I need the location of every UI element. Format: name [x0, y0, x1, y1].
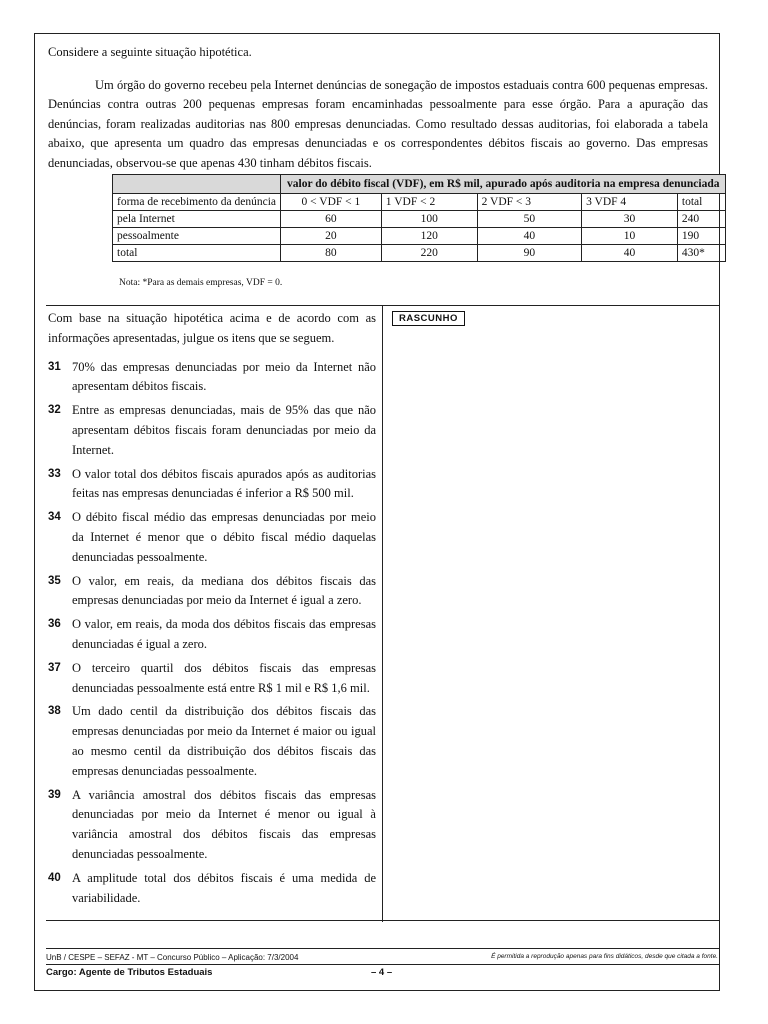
table-cell: 40 [477, 228, 582, 245]
question-text: Entre as empresas denunciadas, mais de 95% das que não apresentam débitos fiscais foram denunciadas por meio da Internet. [72, 403, 376, 457]
table-row [113, 211, 726, 228]
column-header: 3 VDF 4 [582, 194, 678, 211]
section-divider [46, 920, 720, 921]
question-text: O valor total dos débitos fiscais apurados após as auditorias feitas nas empresas denunciadas é inferior a R$ 500 mil. [72, 466, 376, 501]
row-label: total [113, 245, 281, 262]
table-cell: 20 [281, 228, 382, 245]
question-item [48, 786, 376, 865]
question-text: O terceiro quartil dos débitos fiscais das empresas denunciadas pessoalmente está entre R$ 1 mil e R$ 1,6 mil. [72, 660, 376, 695]
question-number: 38 [48, 705, 61, 718]
questions-column [48, 309, 376, 912]
table-row [113, 228, 726, 245]
row-label: pela Internet [113, 211, 281, 228]
page-frame [34, 33, 720, 991]
table-note: Nota: *Para as demais empresas, VDF = 0. [119, 278, 283, 288]
table-cell: 40 [582, 245, 678, 262]
table-cell: 100 [381, 211, 477, 228]
table-cell: 240 [677, 211, 726, 228]
question-text: Um dado centil da distribuição dos débitos fiscais das empresas denunciadas por meio da Internet é maior ou igual ao mesmo centil da distribuição dos débitos fiscais das empresas denunciadas pessoalmente. [72, 704, 376, 778]
table-column-row [113, 194, 726, 211]
questions-lead: Com base na situação hipotética acima e de acordo com as informações apresentadas, julgue os itens que se seguem. [48, 311, 376, 345]
question-item [48, 401, 376, 460]
question-number: 33 [48, 467, 61, 480]
question-text: 70% das empresas denunciadas por meio da Internet não apresentam débitos fiscais. [72, 359, 376, 394]
question-number: 36 [48, 618, 61, 631]
footer-rule [46, 964, 720, 965]
table-cell: 430* [677, 245, 726, 262]
question-text: A variância amostral dos débitos fiscais das empresas denunciadas por meio da Internet é menor ou igual à variância amostral dos débitos fiscais das empresas denunciadas pessoalmente. [72, 787, 376, 861]
column-header: 1 VDF < 2 [381, 194, 477, 211]
table-header: valor do débito fiscal (VDF), em R$ mil, apurado após auditoria na empresa denunciada [281, 175, 726, 194]
intro-paragraph: Um órgão do governo recebeu pela Internet denúncias de sonegação de impostos estaduais contra 600 pequenas empresas. Denúncias contra outras 200 pequenas empresas foram encaminhadas pessoalmente para esse órgão. Para a apuração das denúncias, foram realizadas auditorias nas 800 empresas denunciadas. Como resultado dessas auditorias, foi elaborada a tabela abaixo, que apresenta um quadro das empresas denunciadas e os correspondentes débitos fiscais ao governo. Das empresas denunciadas, observou-se que apenas 430 tinham débitos fiscais. [48, 77, 708, 170]
question-item [48, 659, 376, 699]
question-number: 32 [48, 404, 61, 417]
question-number: 31 [48, 360, 61, 373]
table-corner-cell [113, 175, 281, 194]
column-header: 2 VDF < 3 [477, 194, 582, 211]
table-cell: 120 [381, 228, 477, 245]
footer-info [46, 953, 720, 962]
column-header: 0 < VDF < 1 [281, 194, 382, 211]
question-number: 34 [48, 511, 61, 524]
question-item [48, 465, 376, 505]
footer-cargo-line [46, 967, 720, 978]
footer-cargo: Cargo: Agente de Tributos Estaduais [46, 967, 213, 978]
rascunho-label: RASCUNHO [392, 311, 465, 326]
table-cell: 60 [281, 211, 382, 228]
page-number: – 4 – [371, 967, 393, 978]
question-text: O valor, em reais, da moda dos débitos fiscais das empresas denunciadas é igual a zero. [72, 617, 376, 651]
question-item [48, 358, 376, 398]
table-header-row [113, 175, 726, 194]
table-cell: 30 [582, 211, 678, 228]
question-item [48, 572, 376, 612]
table-row [113, 245, 726, 262]
table-cell: 220 [381, 245, 477, 262]
table-cell: 50 [477, 211, 582, 228]
question-number: 37 [48, 661, 61, 674]
question-number: 39 [48, 788, 61, 801]
footer-exam-info: UnB / CESPE – SEFAZ - MT – Concurso Público – Aplicação: 7/3/2004 [46, 953, 299, 962]
column-divider [382, 306, 383, 922]
column-header: forma de recebimento da denúncia [113, 194, 281, 211]
question-item [48, 508, 376, 567]
footer-rule [46, 948, 720, 949]
question-number: 35 [48, 574, 61, 587]
question-item [48, 869, 376, 909]
table-cell: 190 [677, 228, 726, 245]
intro-heading: Considere a seguinte situação hipotética. [48, 45, 252, 59]
question-number: 40 [48, 871, 61, 884]
table-cell: 90 [477, 245, 582, 262]
column-header: total [677, 194, 726, 211]
question-item [48, 702, 376, 781]
question-text: A amplitude total dos débitos fiscais é uma medida de variabilidade. [72, 870, 376, 905]
table-cell: 10 [582, 228, 678, 245]
question-item [48, 615, 376, 655]
row-label: pessoalmente [113, 228, 281, 245]
data-table [112, 174, 726, 262]
footer-copyright: É permitida a reprodução apenas para fins didáticos, desde que citada a fonte. [491, 953, 718, 960]
section-divider [46, 305, 720, 306]
question-text: O débito fiscal médio das empresas denunciadas por meio da Internet é menor que o débito fiscal médio daquelas denunciadas pessoalmente. [72, 510, 376, 564]
intro-section [48, 43, 708, 173]
table-cell: 80 [281, 245, 382, 262]
question-text: O valor, em reais, da mediana dos débitos fiscais das empresas denunciadas por meio da Internet é igual a zero. [72, 573, 376, 608]
